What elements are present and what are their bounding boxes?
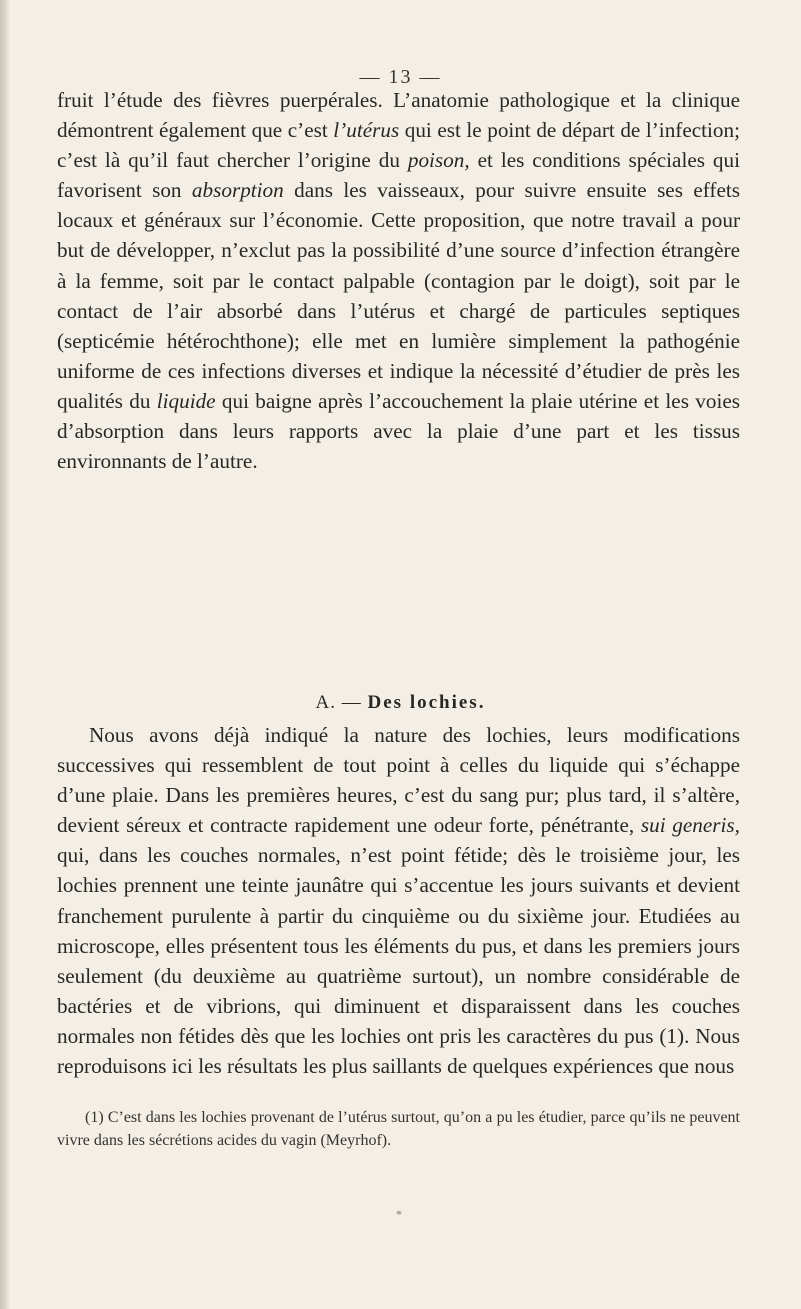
section-heading (0, 692, 801, 714)
emphasis-poison: poison, (407, 148, 470, 173)
paragraph-1 (57, 85, 740, 476)
section-prefix: A. — (315, 692, 362, 713)
emphasis-sui-generis: sui generis, (640, 813, 740, 838)
paragraph-1-text-d: dans les vaisseaux, pour suivre ensuite ses effets locaux et généraux sur l’économie. Cette proposition, que notre travail a pour but de développer, n’exclut pas la possibilité d’une source d’infection étrangère à la femme, soit par le contact palpable (contagion par le doigt), soit par le contact de l’air absorbé dans l’utérus et chargé de particules septiques (septicémie hétérochthone); elle met en lumière simplement la pathogénie uniforme de ces infections diverses et indique la nécessité d’étudier de près les qualités du (57, 178, 741, 413)
paragraph-1-text-c: et les conditions spéciales qui favorisent son (57, 148, 740, 203)
section-title: Des lochies. (367, 692, 486, 713)
page-number: — 13 — (359, 66, 442, 88)
footnote (57, 1106, 740, 1152)
footnote-text: (1) C’est dans les lochies provenant de l’utérus surtout, qu’on a pu les étudier, parce qu’ils ne peuvent vivre dans les sécrétions acides du vagin (Meyrhof). (57, 1109, 740, 1149)
paragraph-2-text-b: qui, dans les couches normales, n’est point fétide; dès le troisième jour, les lochies prennent une teinte jaunâtre qui s’accentue les jours suivants et devient franchement purulente à partir du cinquième ou du sixième jour. Etudiées au microscope, elles présentent tous les éléments du pus, et dans les premiers jours seulement (du deuxième au quatrième surtout), un nombre considérable de bactéries et de vibrions, qui diminuent et disparaissent dans les couches normales non fétides dès que les lochies ont pris les caractères du pus (1). Nous reproduisons ici les résultats les plus saillants de quelques expériences que nous (57, 843, 740, 1079)
paragraph-2-text-a: Nous avons déjà indiqué la nature des lochies, leurs modifications successives qui ressemblent de tout point à celles du liquide qui s’échappe d’une plaie. Dans les premières heures, c’est du sang pur; plus tard, il s’altère, devient séreux et contracte rapidement une odeur forte, pénétrante, (57, 723, 740, 838)
paragraph-1-text-e: qui baigne après l’accouchement la plaie utérine et les voies d’absorption dans leurs rapports avec la plaie d’une part et les tissus environnants de l’autre. (57, 388, 740, 474)
emphasis-absorption: absorption (191, 178, 284, 203)
paragraph-2 (57, 720, 740, 1081)
second-paragraph-block (57, 720, 740, 1081)
stray-mark: * (396, 1207, 402, 1221)
page-gutter-shadow (0, 0, 10, 1309)
emphasis-uterus: l’utérus (333, 118, 400, 143)
main-paragraph-block (57, 85, 740, 476)
emphasis-liquide: liquide (156, 388, 216, 413)
paragraph-1-text-b: qui est le point de départ de l’infection; c’est là qu’il faut chercher l’origine du (57, 118, 740, 173)
paragraph-1-text-a: fruit l’étude des fièvres puerpérales. L’anatomie pathologique et la clinique démontrent également que c’est (57, 88, 740, 143)
